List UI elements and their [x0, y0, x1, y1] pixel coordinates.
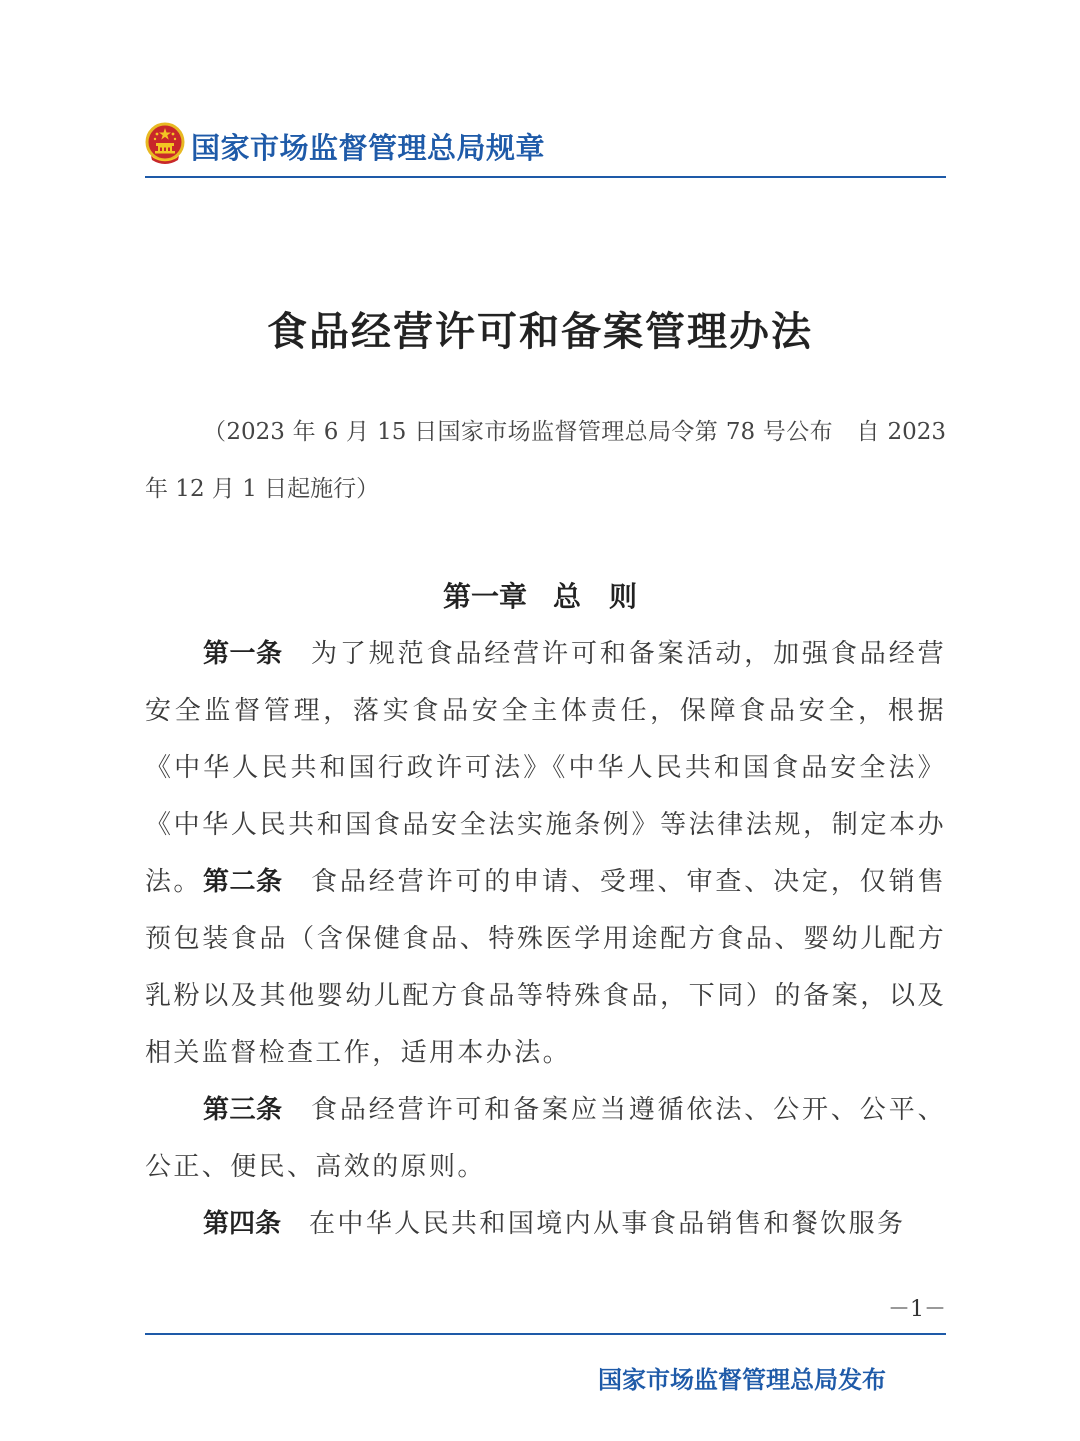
article-number: 第三条 [203, 1095, 283, 1125]
page-number: －1－ [888, 1297, 946, 1322]
document-title: 食品经营许可和备案管理办法 [267, 308, 813, 355]
article-text: 食品经营许可和备案应当遵循依法、公开、公平、公正、便民、高效的原则。 [145, 1095, 946, 1182]
national-emblem-icon [145, 122, 185, 166]
chapter-name: 总 则 [553, 580, 638, 613]
article-text: 在中华人民共和国境内从事食品销售和餐饮服务 [309, 1209, 906, 1239]
article-number: 第一条 [203, 639, 283, 669]
article-text: 为了规范食品经营许可和备案活动，加强食品经营安全监督管理，落实食品安全主体责任，保障食品安全，根据《中华人民共和国行政许可法》《中华人民共和国食品安全法》《中华人民共和国食品安全法实施条例》等法律法规，制定本办法。 [145, 639, 946, 897]
document-header [145, 120, 945, 180]
article-2 [145, 854, 946, 1082]
header-divider [145, 176, 946, 178]
article-3 [145, 1082, 946, 1196]
article-4 [145, 1196, 946, 1253]
chapter-number: 第一章 [442, 580, 527, 613]
issuer-heading: 国家市场监督管理总局规章 [191, 131, 546, 165]
article-number: 第二条 [203, 867, 283, 897]
chapter-heading [0, 575, 1080, 615]
publisher-footer: 国家市场监督管理总局发布 [598, 1366, 886, 1394]
footer-divider [145, 1333, 946, 1335]
publication-note: （2023 年 6 月 15 日国家市场监督管理总局令第 78 号公布 自 2023 年 12 月 1 日起施行） [145, 419, 946, 502]
article-number: 第四条 [203, 1209, 282, 1239]
article-text: 食品经营许可的申请、受理、审查、决定，仅销售预包装食品（含保健食品、特殊医学用途配方食品、婴幼儿配方乳粉以及其他婴幼儿配方食品等特殊食品，下同）的备案，以及相关监督检查工作，适用本办法。 [145, 867, 946, 1068]
